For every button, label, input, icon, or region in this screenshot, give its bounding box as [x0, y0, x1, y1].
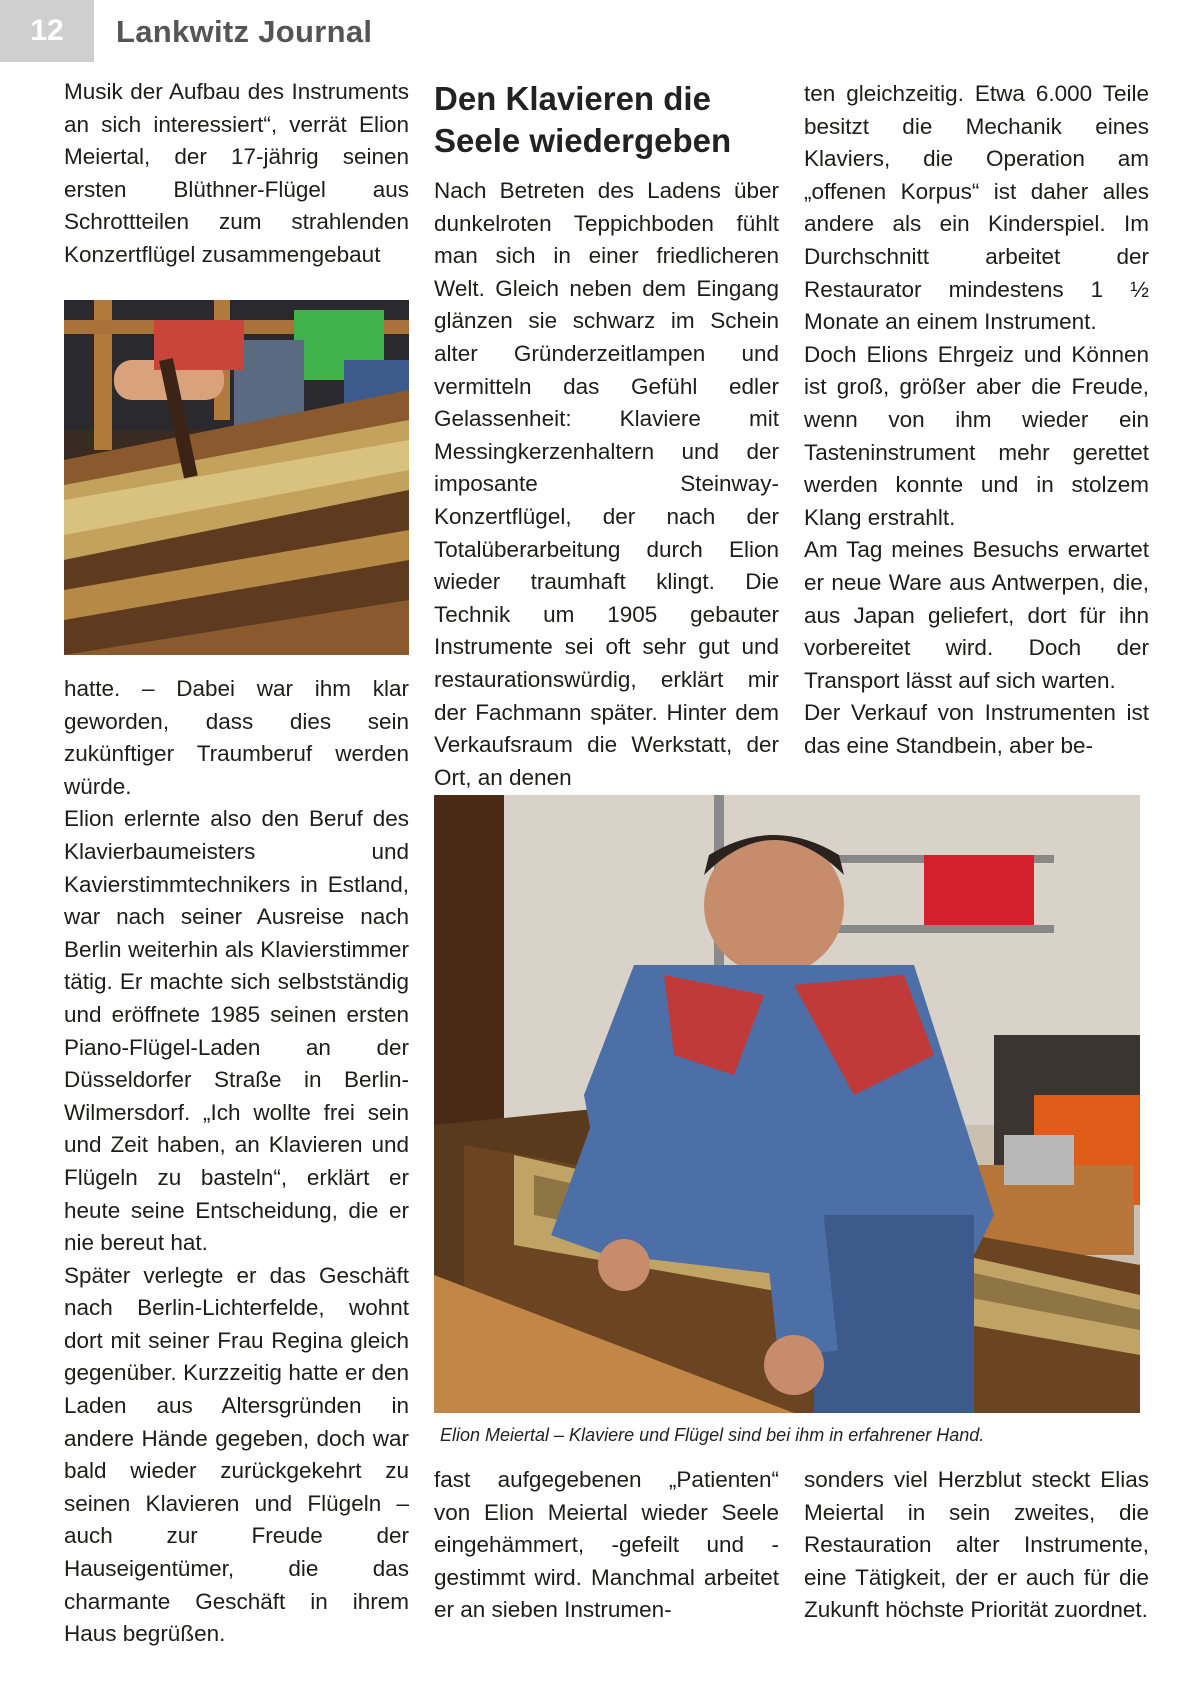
headline-line-1: Den Klavieren die — [434, 80, 711, 117]
journal-title: Lankwitz Journal — [116, 14, 373, 49]
column-3-top — [804, 78, 1149, 762]
paragraph: Nach Betreten des Ladens über dunkelroten Teppichboden fühlt man sich in einer friedlicheren Welt. Gleich neben dem Eingang glänzen sie schwarz im Schein alter Gründerzeitlampen und vermitteln das Gefühl edler Gelassenheit: Klaviere mit Messingkerzenhaltern und der imposante Steinway-Konzertflügel, der nach der Totalüberarbeitung durch Elion wieder traumhaft klingt. Die Technik um 1905 gebauter Instrumente sei oft sehr gut und restaurationswürdig, erklärt mir der Fachmann später. Hinter dem Verkaufsraum die Werkstatt, der Ort, an denen — [434, 178, 779, 790]
column-2-top — [434, 175, 779, 794]
column-2-bottom — [434, 1464, 779, 1627]
column-3-bottom — [804, 1464, 1149, 1627]
paragraph: Der Verkauf von Instrumenten ist das eine Standbein, aber be- — [804, 700, 1149, 758]
paragraph: fast aufgegebenen „Patienten“ von Elion Meiertal wieder Seele eingehämmert, -gefeilt und -gestimmt wird. Manchmal arbeitet er an sieben Instrumen- — [434, 1467, 779, 1623]
photo-caption: Elion Meiertal – Klaviere und Flügel sind bei ihm in erfahrener Hand. — [440, 1425, 985, 1445]
column-1-top — [64, 76, 409, 272]
paragraph: Am Tag meines Besuchs erwartet er neue Ware aus Antwerpen, die, aus Japan geliefert, dort für ihn vorbereitet wird. Doch der Transport lässt auf sich warten. — [804, 537, 1149, 693]
paragraph: hatte. – Dabei war ihm klar geworden, dass dies sein zukünftiger Traumberuf werden würde. — [64, 676, 409, 799]
page-number: 12 — [0, 0, 94, 62]
paragraph: sonders viel Herzblut steckt Elias Meiertal in sein zweites, die Restauration alter Instrumente, eine Tätigkeit, der er auch für die Zukunft höchste Priorität zuordnet. — [804, 1467, 1149, 1623]
piano-tuning-photo — [64, 300, 409, 655]
paragraph: Elion erlernte also den Beruf des Klavierbaumeisters und Kavierstimmtechnikers in Estland, war nach seiner Ausreise nach Berlin weiterhin als Klavierstimmer tätig. Er machte sich selbstständig und eröffnete 1985 seinen ersten Piano-Flügel-Laden an der Düsseldorfer Straße in Berlin-Wilmersdorf. „Ich wollte frei sein und Zeit haben, an Klavieren und Flügeln zu basteln“, erklärt er heute seine Entscheidung, die er nie bereut hat. — [64, 806, 409, 1256]
column-1-bottom — [64, 673, 409, 1651]
restorer-portrait-photo — [434, 795, 1140, 1413]
paragraph: Musik der Aufbau des Instruments an sich interessiert“, verrät Elion Meiertal, der 17-jährig seinen ersten Blüthner-Flügel aus Schrottteilen zum strahlenden Konzertflügel zusammengebaut — [64, 79, 409, 267]
paragraph: Später verlegte er das Geschäft nach Berlin-Lichterfelde, wohnt dort mit seiner Frau Regina gleich gegenüber. Kurzzeitig hatte er den Laden aus Altersgründen in andere Hände gegeben, doch war bald wieder zurückgekehrt zu seinen Klavieren und Flügeln – auch zur Freude der Hauseigentümer, die das charmante Geschäft in ihrem Haus begrüßen. — [64, 1262, 409, 1647]
headline-line-2: Seele wiedergeben — [434, 122, 732, 159]
paragraph: ten gleichzeitig. Etwa 6.000 Teile besitzt die Mechanik eines Klaviers, die Operation am „offenen Korpus“ ist daher alles andere als ein Kinderspiel. Im Durchschnitt arbeitet der Restaurator mindestens 1 ½ Monate an einem Instrument. — [804, 81, 1149, 335]
article-headline — [434, 78, 779, 162]
paragraph: Doch Elions Ehrgeiz und Können ist groß, größer aber die Freude, wenn von ihm wieder ein Tasteninstrument mehr gerettet werden konnte und in stolzem Klang erstrahlt. — [804, 341, 1149, 530]
